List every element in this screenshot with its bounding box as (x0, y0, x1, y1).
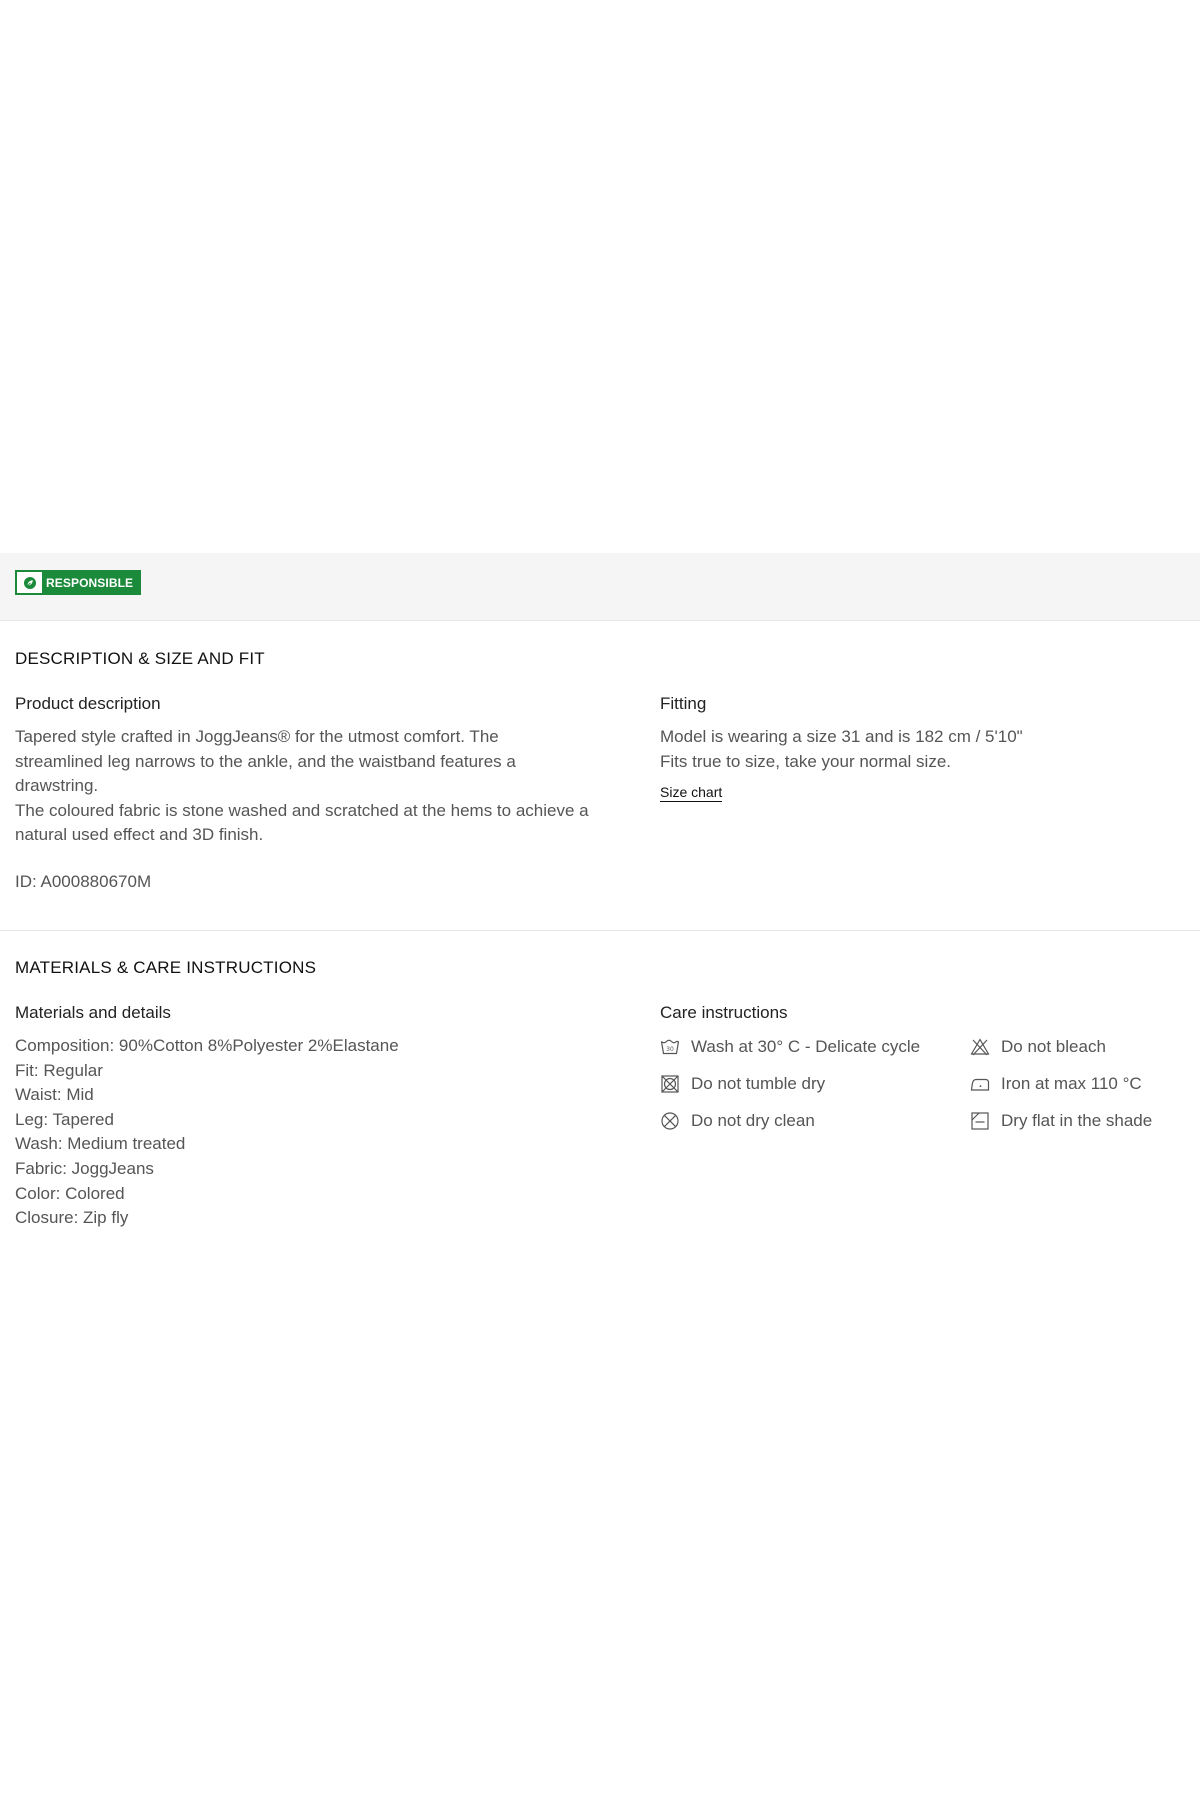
material-item: Leg: Tapered (15, 1109, 114, 1129)
material-item: Waist: Mid (15, 1085, 94, 1105)
materials-details (15, 1003, 660, 1231)
description-section (0, 621, 1200, 931)
no-bleach-icon (970, 1037, 990, 1057)
product-description (15, 694, 660, 892)
product-description-text (15, 725, 660, 848)
care-label: Do not bleach (1001, 1036, 1106, 1056)
fitting (660, 694, 1185, 892)
section-title: DESCRIPTION & SIZE AND FIT (15, 649, 265, 668)
description-line: Tapered style crafted in JoggJeans® for the utmost comfort. The (15, 727, 499, 746)
description-line: natural used effect and 3D finish. (15, 825, 264, 845)
materials-section (0, 931, 1200, 1231)
badge-bar (0, 553, 1200, 621)
material-item: Color: Colored (15, 1183, 125, 1203)
materials-heading: Materials and details (15, 1003, 171, 1022)
no-dry-clean-icon (660, 1111, 680, 1131)
description-line: The coloured fabric is stone washed and scratched at the hems to achieve a (15, 800, 589, 820)
care-list (660, 1034, 1185, 1133)
care-item (660, 1034, 970, 1059)
material-item: Wash: Medium treated (15, 1134, 186, 1154)
fitting-line: Fits true to size, take your normal size. (660, 751, 951, 771)
iron-low-icon (970, 1074, 990, 1094)
material-item: Composition: 90%Cotton 8%Polyester 2%Elastane (15, 1036, 399, 1055)
product-id: ID: A000880670M (15, 871, 152, 891)
care-item (970, 1108, 1185, 1133)
fitting-heading: Fitting (660, 694, 707, 713)
materials-list (15, 1034, 660, 1231)
svg-text:30: 30 (666, 1045, 674, 1053)
care-label: Dry flat in the shade (1001, 1110, 1153, 1130)
care-label: Iron at max 110 °C (1001, 1073, 1142, 1093)
care-label: Wash at 30° C - Delicate cycle (691, 1036, 921, 1056)
care-label: Do not dry clean (691, 1110, 815, 1130)
care-item (660, 1108, 970, 1133)
material-item: Closure: Zip fly (15, 1208, 129, 1228)
description-line: streamlined leg narrows to the ankle, and the waistband features a (15, 751, 516, 771)
section-title: MATERIALS & CARE INSTRUCTIONS (15, 958, 317, 977)
care-heading: Care instructions (660, 1003, 788, 1022)
responsible-badge (15, 570, 141, 595)
fitting-text (660, 725, 1185, 774)
care-label: Do not tumble dry (691, 1073, 826, 1093)
material-item: Fit: Regular (15, 1060, 103, 1080)
size-chart-link[interactable]: Size chart (660, 784, 723, 801)
care-item (970, 1071, 1185, 1096)
leaf-icon (17, 572, 42, 593)
material-item: Fabric: JoggJeans (15, 1158, 154, 1178)
care-item (970, 1034, 1185, 1059)
description-line: drawstring. (15, 776, 99, 796)
care-item (660, 1071, 970, 1096)
care-instructions (660, 1003, 1185, 1231)
image-placeholder-area (0, 0, 1200, 553)
dry-flat-shade-icon (970, 1111, 990, 1131)
product-description-heading: Product description (15, 694, 161, 713)
wash-30-icon (660, 1037, 680, 1057)
badge-label: RESPONSIBLE (46, 575, 134, 590)
fitting-line: Model is wearing a size 31 and is 182 cm / 5'10" (660, 727, 1023, 746)
no-tumble-dry-icon (660, 1074, 680, 1094)
